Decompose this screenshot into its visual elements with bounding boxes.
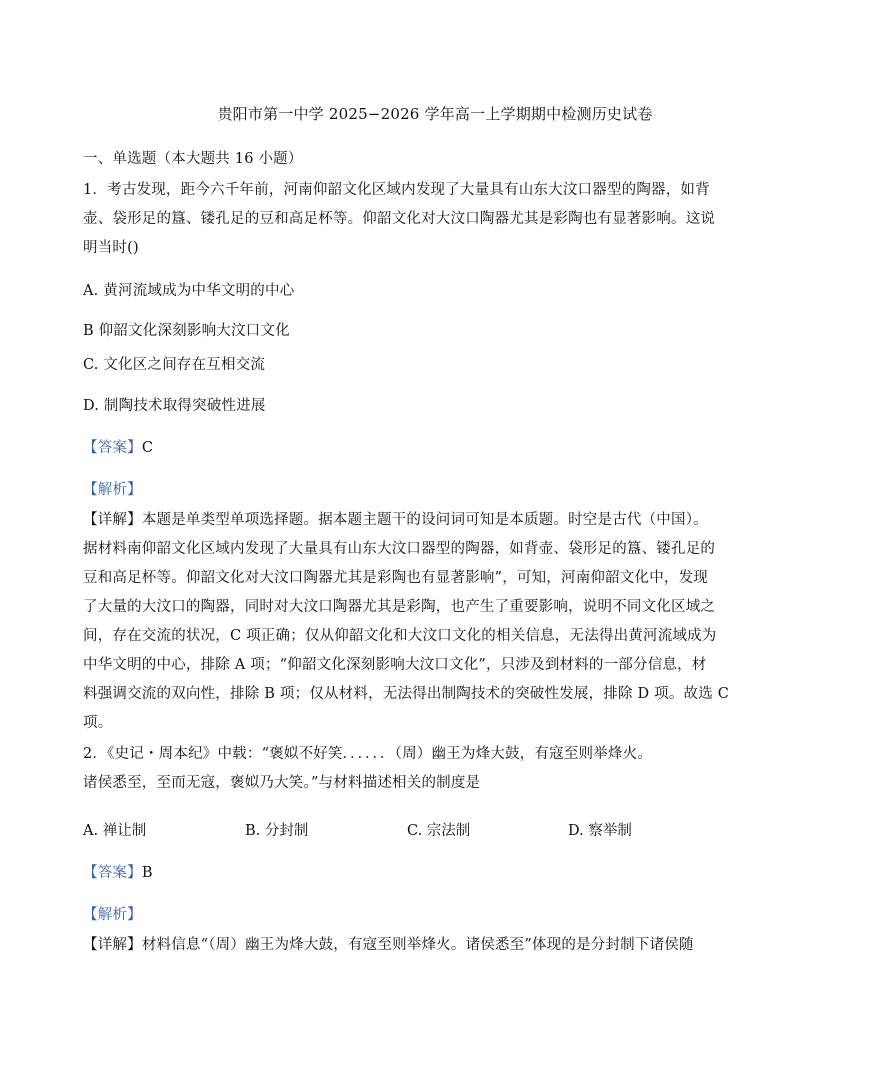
section-heading: 一、单选题（本大题共 16 小题）	[83, 151, 303, 167]
q1-stem-line-2: 壶、袋形足的簋、镂孔足的豆和高足杯等。仰韶文化对大汶口陶器尤其是彩陶也有显著影响。这说	[83, 211, 716, 227]
q2-analysis-tag: 【解析】	[83, 907, 142, 923]
q1-detail-line-6: 中华文明的中心，排除 A 项；“仰韶文化深刻影响大汶口文化”，只涉及到材料的一部分信息，材	[83, 657, 707, 673]
q1-option-a: A. 黄河流域成为中华文明的中心	[83, 283, 295, 299]
q2-stem-line-1: 2．《史记・周本纪》中载：“褒姒不好笑．．．．．．（周）幽王为烽大鼓，有寇至则举烽火。	[83, 746, 652, 762]
detail-text: 本题是单类型单项选择题。据本题主题干的设问词可知是本质题。时空是古代（中国）。	[141, 512, 708, 528]
q2-answer	[83, 863, 743, 883]
q2-option-d: D. 察举制	[568, 823, 632, 839]
q1-option-b: B 仰韶文化深刻影响大汶口文化	[83, 323, 290, 339]
detail-text: 材料信息“（周）幽王为烽大鼓，有寇至则举烽火。诸侯悉至”体现的是分封制下诸侯随	[141, 937, 694, 953]
q1-analysis-tag: 【解析】	[83, 482, 142, 498]
detail-tag: 【详解】	[83, 512, 142, 528]
q2-stem-line-2: 诸侯悉至，至而无寇，褒姒乃大笑。”与材料描述相关的制度是	[83, 775, 481, 791]
q2-option-b: B. 分封制	[245, 823, 309, 839]
q1-option-d: D. 制陶技术取得突破性进展	[83, 398, 266, 414]
q2-option-a: A. 禅让制	[83, 823, 147, 839]
exam-title: 贵阳市第一中学 2025−2026 学年高一上学期期中检测历史试卷	[217, 105, 653, 123]
detail-tag: 【详解】	[83, 937, 142, 953]
q1-detail-line-2: 据材料南仰韶文化区域内发现了大量具有山东大汶口器型的陶器，如背壶、袋形足的簋、镂孔足的	[83, 541, 716, 557]
q1-detail-line-7: 料强调交流的双向性，排除 B 项；仅从材料，无法得出制陶技术的突破性发展，排除 D 项。故选 C	[83, 686, 730, 702]
q2-detail-line-1	[83, 935, 743, 955]
answer-tag: 【答案】	[83, 440, 142, 456]
q1-stem-line-1: 1．考古发现，距今六千年前，河南仰韶文化区域内发现了大量具有山东大汶口器型的陶器，如背	[83, 182, 710, 198]
q1-stem-line-3: 明当时()	[83, 240, 139, 256]
q1-answer	[83, 438, 743, 458]
q1-detail-line-8: 项。	[83, 715, 113, 731]
q1-detail-line-3: 豆和高足杯等。仰韶文化对大汶口陶器尤其是彩陶也有显著影响”，可知，河南仰韶文化中，发现	[83, 570, 709, 586]
answer-tag: 【答案】	[83, 865, 142, 881]
q2-option-c: C. 宗法制	[407, 823, 471, 839]
q1-option-c: C. 文化区之间存在互相交流	[83, 357, 266, 373]
q1-detail-line-1	[83, 510, 743, 530]
answer-value: B	[141, 865, 153, 881]
q1-detail-line-4: 了大量的大汶口的陶器，同时对大汶口陶器尤其是彩陶，也产生了重要影响，说明不同文化区域之	[83, 599, 716, 615]
q1-detail-line-5: 间，存在交流的状况，C 项正确；仅从仰韶文化和大汶口文化的相关信息，无法得出黄河流域成为	[83, 628, 717, 644]
answer-value: C	[141, 440, 154, 456]
